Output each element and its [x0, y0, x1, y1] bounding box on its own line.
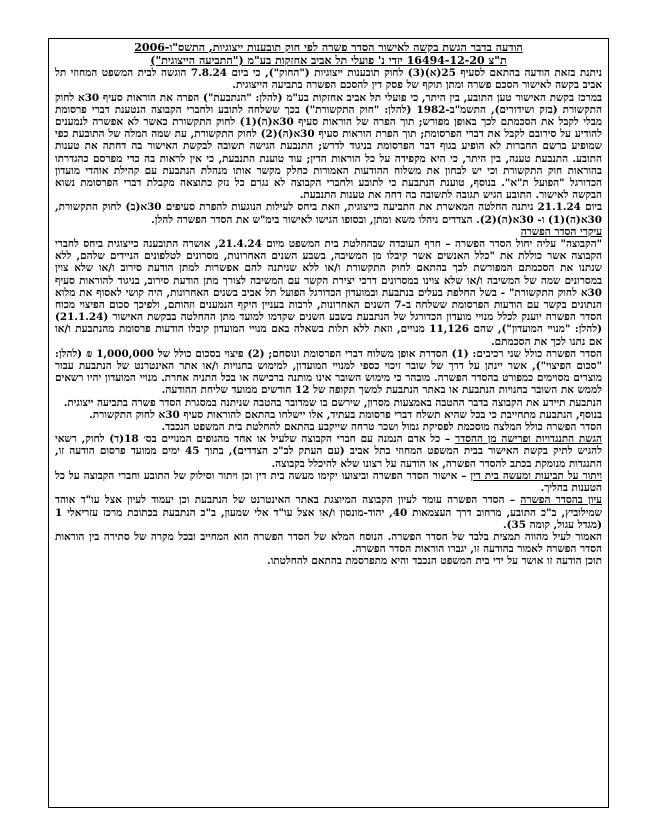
review-text: – הסדר הפשרה עומד לעיון הקבוצה המיוצגת באתר האינטרנט של הנתבעת וכן יעמוד לעיון אצל עו"ד אוהד שמילוביץ, ב"כ התובע, מרחוב דרך העצמאות 40, יהוד-מונסון ו/או אצל עו"ד אלי שמעון, ב"כ הנתבעת בכתובת מרכז עזריאלי 1 (מגדל עגול, קומה 35).: [55, 494, 602, 531]
paragraph-class-definition: "הקבוצה" עליה יחול הסדר הפשרה – חרף העובדה שבהחלטת בית המשפט מיום 21.4.24, אושרה התובענה כייצוגית ביחס לחברי הקבוצה אשר כוללת את "כלל האנשים אשר קיבלו מן המשיבה, בשבע השנים האחרונות, מסרונים לטלפונים הניידים שלהם, ללא שנתנו את הסכמתם המפורשת לכך בהתאם לחוק התקשורת ו/או ללא שניתנה להם אפשרות למתן הודעת סירוב ו/או שלא צוין במסרונים שמה של המשיבה ו/או שלא צוינו במסרונים דרכי יצירת הקשר עם המשיבה לצורך מתן הודעת סירוב, בניגוד להוראות סעיף 30א לחוק התקשורת" - בשל החלפת בעלים בנתבעת ובמועדון הכדורגל הפועל תל אביב בשנים האחרונות, היה קושי לאסוף את מלוא הנתונים בקשר עם הודעות הפרסומת ששלחה ב-7 השנים האחרונות, לרבות בעניין היקף הנמענים וזהותם, ולפיכך סכום הפיצוי מכוח הסדר הפשרה יוענק לכלל מנויי מועדון הכדורגל של הנתבעת בשבע השנים שקדמו למועד מתן ההחלטה בבקשת האישור (21.1.24) (להלן: "מנויי המועדון"), שהם 11,126 מנויים, וזאת ללא תלות בשאלה באם מנויי המועדון קיבלו הודעות פרסומת מהנתבעת ו/או אם נתנו לכך את הסכמתם.: [55, 238, 602, 348]
objections-heading: הגשת התנגדויות ופרישה מן ההסדר: [455, 433, 602, 446]
paragraph-certification: ביום 21.1.24 ניתנה החלטה המאשרת את התביעה כייצוגית, וזאת ביחס לעילות הנוגעות להפרת סעיפים 30א(ב) לחוק התקשורת, 30א(ה)(1) ו- 30א(ה)(2). הצדדים ניהלו משא ומתן, ובסופו הגישו לאישור בימ"ש את הסדר הפשרה להלן.: [55, 201, 602, 226]
paragraph-sms-notice: הנתבעת תיידע את הקבוצה בדבר ההטבה באמצעות מסרון, שירשם בו שמדובר בהטבה שניתנה במסגרת הסדר פשרה בתביעה ייצוגית.: [63, 396, 602, 409]
waiver-heading: ויתור על תביעות ומעשה בית דין: [470, 469, 602, 482]
paragraph-objections: [55, 433, 602, 470]
paragraph-future-compliance: בנוסף, הנתבעת מתחייבת כי בכל שהיא תשלח דברי פרסומת בעתיד, אלו יישלחו בהתאם להוראות סעיף 30א לחוק התקשורת.: [89, 408, 602, 421]
objections-text: – כל אדם הנמנה עם חברי הקבוצה שלעיל או אחד מהגופים המנויים בס׳ 18(ד) לחוק, רשאי להגיש לתיק בקשת האישור בבית המשפט המחוזי בתל אביב (עם העתק לב"כ הצדדים), בתוך 45 ימים ממועד פרסום הודעה זו, התנגדות מנומקת בכתב להסדר הפשרה, או הודעה על רצונו שלא להיכלל בקבוצה.: [55, 433, 602, 470]
case-title: ת"צ 16494-12-20 יזדי נ' פועלי תל אביב אחזקות בע"מ ("התביעה הייצוגית"): [150, 53, 507, 67]
paragraph-fees: הסדר הפשרה כולל המלצה מוסכמת לפסיקת גמול ושכר טרחה שייקבע בהתאם להחלטת בית המשפט הנכבד.: [161, 421, 602, 434]
paragraph-review: [55, 494, 602, 531]
legal-notice: [48, 38, 609, 808]
paragraph-summary-disclaimer: האמור לעיל מהווה תמצית בלבד של הסדר הפשרה. הנוסח המלא של הסדר הפשרה הוא המחייב ובכל מקרה של סתירה בין הוראות הסדר הפשרה לאמור בהודעה זו, יגברו הוראות הסדר הפשרה.: [55, 530, 602, 556]
paragraph-components: הסדר הפשרה כולל שני רכיבים: (1) הסדרת אופן משלוח דברי הפרסומת ונוסחם; (2) פיצוי בסכום כולל של 1,000,000 ₪ (להלן: "סכום הפיצוי"), אשר יינתן על דרך של שובר זיכוי כספי למנויי המועדון, למימוש בחנויות ו/או אתר האינטרנט של הנתבעת עבור מוצרים מסוימים כמפורט בהסדר הפשרה. מובהר כי מימוש השובר אינו מותנה ברכישה או בכל התניה אחרת. מנויי המועדון יהיו רשאים לממש את השובר בחנויות הנתבעת או באתר הנתבעת למשך תקופה של 12 חודשים ממועד שליחת ההודעה.: [55, 347, 602, 397]
paragraph-claims: במרכז בקשת האישור טען התובע, בין היתר, כי פועלי תל אביב אחזקות בע"מ (להלן: "הנתבעת") הפרה את הוראות סעיף 30א לחוק התקשורת (בזק ושידורים), התשמ"ב-1982 (להלן: "חוק התקשורת") בכך ששלחה לתובע ולחברי הקבוצה הנטענת דברי פרסומת מבלי לקבל את הסכמתם לכך באופן מפורש; תוך הפרה של הוראות סעיף 30א(ה)(1) לחוק התקשורת כאשר לא אפשרה לנמענים להודיע על סירובם לקבל את דברי הפרסומת; תוך הפרת הוראות סעיף 30א(ה)(2) לחוק התקשורת, עת שמה המלה של התובעת כפי שמופיע ברשם החברות לא הופיע בגוף דבר הפרסומת בניגוד לדרש; התנבעת הגישה תשובה לבקשת האישור בה דחתה את טענות התובע. התנבעת טענה, בין היתר, כי היא מקפידה על כל הוראות הדין; עוד טוענת התנבעת, כי אין לראות בה כדי מפרסם כהגדרתו בהוראות חוק התקשורת וכי יש לבחון את משלוח ההודעות האמורות כחלק מקשר אותו מנהלת הנתבעת עם קהילת אוהדי מועדון הכדורגל "הפועל ת"א". בנוסף, טוענת הנתבעת כי לתובע ולחברי הקבוצה לא נגרם כל נזק כתוצאה מקבלת דברי הפרסומת נשוא הבקשה לאישור. התובע הגיש תגובה לתשובה בה דחה את טענות התנבעת.: [55, 91, 603, 202]
notice-title: הודעה בדבר הגשת בקשה לאישור הסדר פשרה לפי חוק תובענות ייצוגיות, התשס"ו-2006: [134, 41, 523, 54]
paragraph-intro: ניתנת בזאת הודעה בהתאם לסעיף 25(א)(3) לחוק תובענות ייצוגיות ("החוק"), כי ביום 7.8.24 הוגשה לבית המשפט המחוזי תל אביב בקשה לאישור הסכם פשרה ומתן תוקף של פסק דין להסכם הפשרה בתביעה הייצוגית.: [55, 67, 602, 92]
waiver-text: – אישור הסדר הפשרה וביצועו יקימו מעשה בית דין וכן ויתור וסילוק של התובע וחברי הקבוצה על כל הטענות בהליך.: [55, 469, 602, 495]
paragraph-waiver: [55, 470, 602, 494]
section-heading-settlement: עיקרי הסדר הפשרה: [520, 225, 602, 238]
review-heading: עיון בהסדר הפשרה: [520, 494, 602, 507]
paragraph-court-approval: תוכן הודעה זו אושר על ידי בית המשפט הנכבד והיא מתפרסמת בהתאם להחלטתו.: [267, 555, 602, 568]
